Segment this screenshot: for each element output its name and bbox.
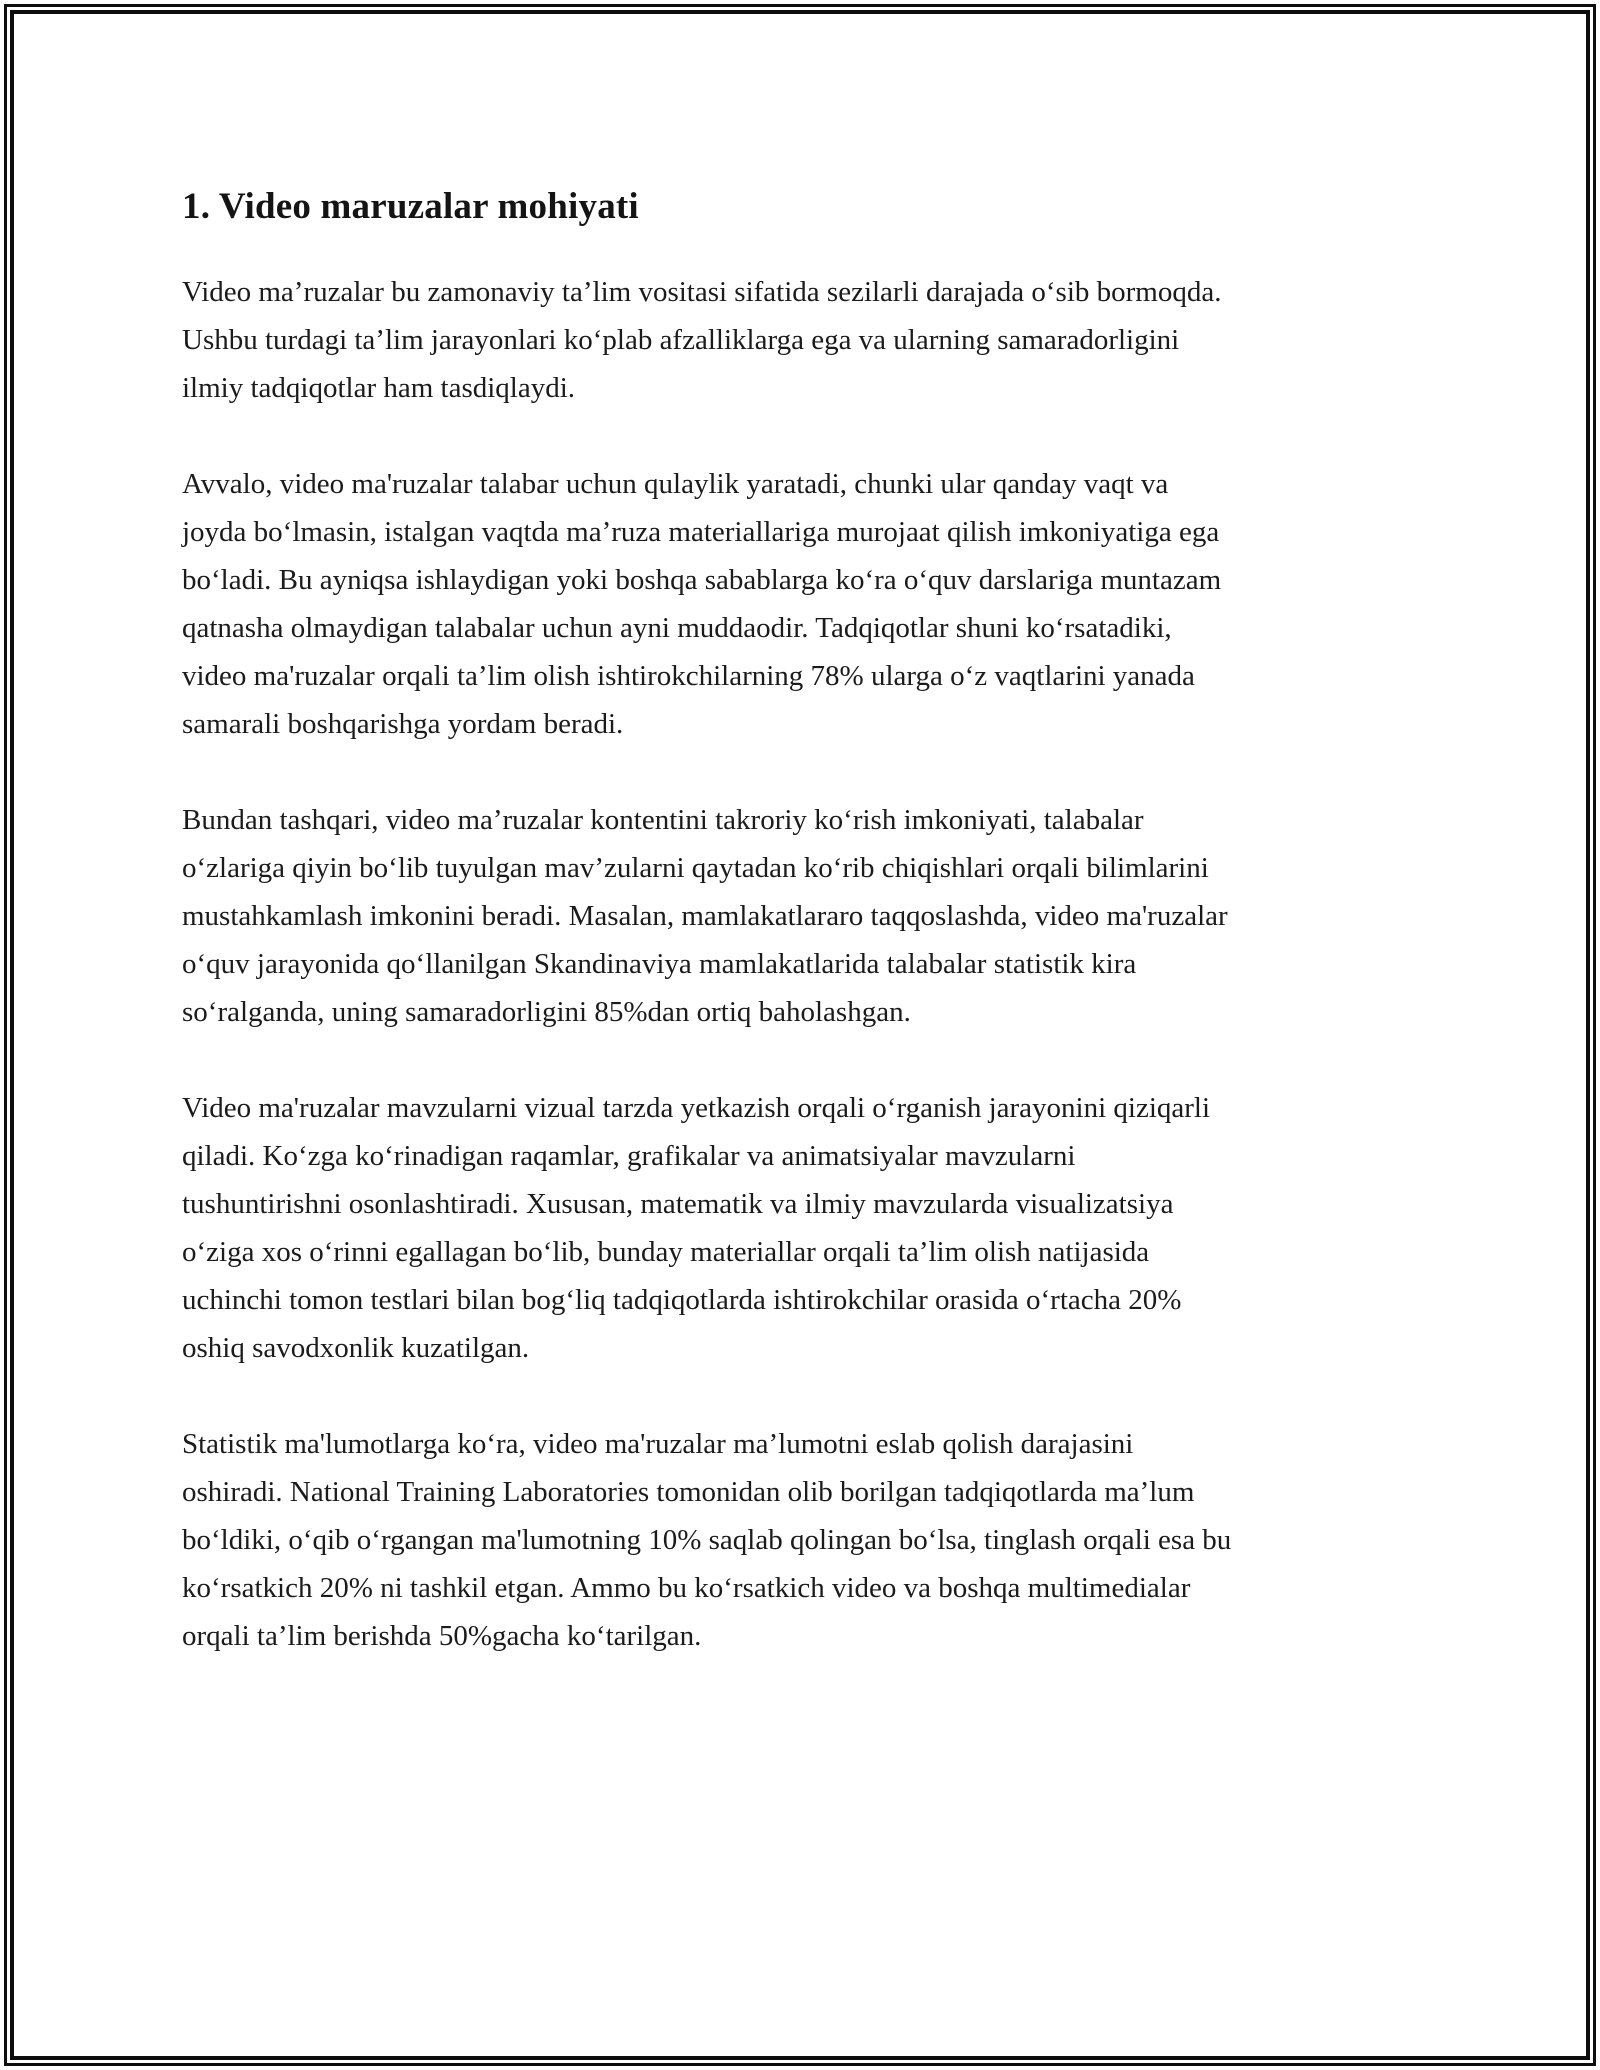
document-page <box>14 14 1586 2056</box>
paragraph-convenience: Avvalo, video ma'ruzalar talabar uchun qulaylik yaratadi, chunki ular qanday vaqt va joyda bo‘lmasin, istalgan vaqtda ma’ruza materiallariga murojaat qilish imkoniyatiga ega bo‘ladi. Bu ayniqsa ishlaydigan yoki boshqa sabablarga ko‘ra o‘quv darslariga muntazam qatnasha olmaydigan talabalar uchun ayni muddaodir. Tadqiqotlar shuni ko‘rsatadiki, video ma'ruzalar orqali ta’lim olish ishtirokchilarning 78% ularga o‘z vaqtlarini yanada samarali boshqarishga yordam beradi. <box>182 468 1222 740</box>
paragraph-rewatch: Bundan tashqari, video ma’ruzalar kontentini takroriy ko‘rish imkoniyati, talabalar o‘zlariga qiyin bo‘lib tuyulgan mav’zularni qaytadan ko‘rib chiqishlari orqali bilimlarini mustahkamlash imkonini beradi. Masalan, mamlakatlararo taqqoslashda, video ma'ruzalar o‘quv jarayonida qo‘llanilgan Skandinaviya mamlakatlarida talabalar statistik kira so‘ralganda, uning samaradorligini 85%dan ortiq baholashgan. <box>182 804 1228 1028</box>
paragraph-intro: Video ma’ruzalar bu zamonaviy ta’lim vositasi sifatida sezilarli darajada o‘sib bormoqda. Ushbu turdagi ta’lim jarayonlari ko‘plab afzalliklarga ega va ularning samaradorligini ilmiy tadqiqotlar ham tasdiqlaydi. <box>182 276 1222 404</box>
paragraph-visual: Video ma'ruzalar mavzularni vizual tarzda yetkazish orqali o‘rganish jarayonini qiziqarli qiladi. Ko‘zga ko‘rinadigan raqamlar, grafikalar va animatsiyalar mavzularni tushuntirishni osonlashtiradi. Xususan, matematik va ilmiy mavzularda visualizatsiya o‘ziga xos o‘rinni egallagan bo‘lib, bunday materiallar orqali ta’lim olish natijasida uchinchi tomon testlari bilan bog‘liq tadqiqotlarda ishtirokchilar orasida o‘rtacha 20% oshiq savodxonlik kuzatilgan. <box>182 1092 1211 1364</box>
page-border-outer <box>4 4 1596 2066</box>
page-border-inner <box>10 10 1590 2060</box>
paragraph-statistics: Statistik ma'lumotlarga ko‘ra, video ma'ruzalar ma’lumotni eslab qolish darajasini oshiradi. National Training Laboratories tomonidan olib borilgan tadqiqotlarda ma’lum bo‘ldiki, o‘qib o‘rgangan ma'lumotning 10% saqlab qolingan bo‘lsa, tinglash orqali esa bu ko‘rsatkich 20% ni tashkil etgan. Ammo bu ko‘rsatkich video va boshqa multimedialar orqali ta’lim berishda 50%gacha ko‘tarilgan. <box>182 1428 1232 1652</box>
section-heading: 1. Video maruzalar mohiyati <box>182 186 639 227</box>
